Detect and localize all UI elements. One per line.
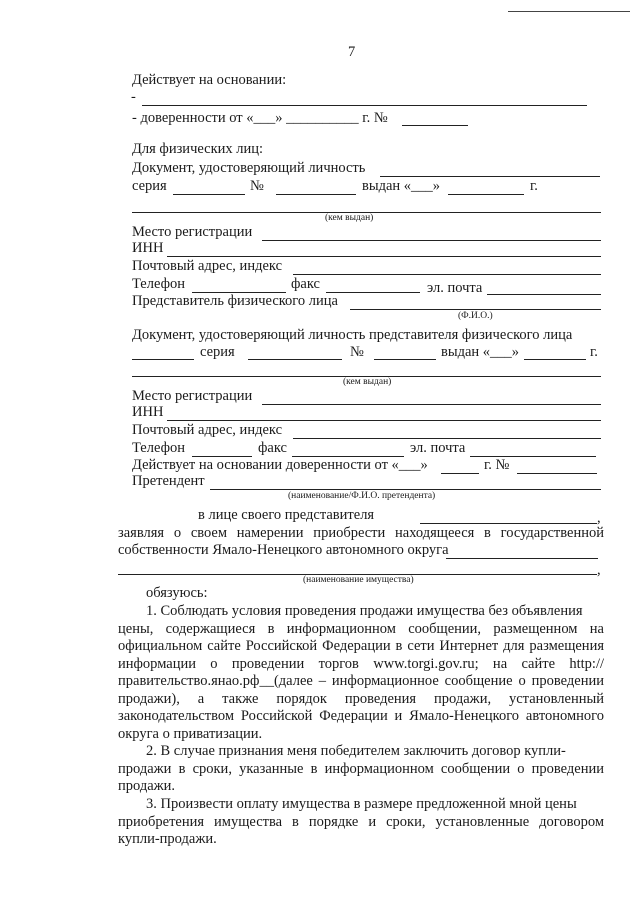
fax-label: факс [291,276,320,292]
rep-registration-label: Место регистрации [132,388,253,404]
in-person-line[interactable] [420,523,597,524]
rep-issued-by-caption: (кем выдан) [343,377,392,387]
rep-poa-year-line[interactable] [441,473,479,474]
representative-line[interactable] [350,309,601,310]
representative-label: Представитель физического лица [132,293,338,309]
applicant-label: Претендент [132,473,205,489]
postal-line[interactable] [293,274,601,275]
item-1-first-line: 1. Соблюдать условия проведения продажи имущества без объявления [146,603,583,619]
rep-issued-date-line[interactable] [524,359,586,360]
postal-label: Почтовый адрес, индекс [132,258,283,274]
rep-number-line[interactable] [374,359,436,360]
identity-doc-label: Документ, удостоверяющий личность [132,160,366,176]
rep-poa-number-line[interactable] [517,473,597,474]
rep-number-sign: № [350,344,364,360]
issued-by-caption: (кем выдан) [325,213,374,223]
series-line[interactable] [173,194,245,195]
rep-issued-label: выдан «___» [441,344,520,360]
inn-label: ИНН [132,240,164,256]
applicant-caption: (наименование/Ф.И.О. претендента) [288,491,436,501]
identity-doc-line[interactable] [380,176,600,177]
rep-pre-series-line[interactable] [132,359,194,360]
rep-inn-line[interactable] [167,420,601,421]
power-of-attorney: - доверенности от «___» __________ г. № [132,110,388,126]
rep-year-no: г. № [484,457,510,473]
basis-line[interactable] [142,105,587,106]
poa-number-line[interactable] [402,125,468,126]
rep-inn-label: ИНН [132,404,164,420]
rep-fax-label: факс [258,440,287,456]
individual-title: Для физических лиц: [132,141,264,157]
item-1 [118,603,604,743]
applicant-line[interactable] [210,489,601,490]
rep-email-label: эл. почта [410,440,466,456]
declaring-line-2: собственности Ямало-Ненецкого автономного округа [118,542,449,558]
corner-line [508,11,630,12]
issued-date-line[interactable] [448,194,524,195]
fax-line[interactable] [326,292,420,293]
property-caption: (наименование имущества) [303,575,414,585]
rep-year-label: г. [590,344,598,360]
item-3 [118,796,604,849]
obligate-label: обязуюсь: [146,585,208,601]
email-line[interactable] [487,294,601,295]
basis-title: Действует на основании: [132,72,287,88]
phone-label: Телефон [132,276,185,292]
registration-label: Место регистрации [132,224,253,240]
rep-phone-label: Телефон [132,440,185,456]
number-line[interactable] [276,194,356,195]
rep-postal-label: Почтовый адрес, индекс [132,422,283,438]
number-sign: № [250,178,264,194]
item-3-rest: приобретения имущества в порядке и сроки, установленные договором купли-продажи. [118,813,604,847]
series-label: серия [132,178,167,194]
item-2 [118,743,604,796]
registration-line[interactable] [262,240,601,241]
item-1-rest: цены, содержащиеся в информационном сообщении, размещенном на официальном сайте Российской Федерации в сети Интернет для размещения информации о проведении торгов www.torgi.gov.ru; на сайте http://правительство.янао.рф__(далее – информационное сообщение о проведении продажи), а также порядок проведения продажи, установленный законодательством Российской Федерации и Ямало-Ненецкого автономного округа о приватизации. [118,620,604,742]
basis-dash: - [131,89,136,105]
in-person-label: в лице своего представителя [198,507,375,523]
fio-caption: (Ф.И.О.) [458,311,493,321]
rep-basis-poa: Действует на основании доверенности от «___» [132,457,428,473]
rep-series-line[interactable] [248,359,342,360]
rep-postal-line[interactable] [293,438,601,439]
item-3-first-line: 3. Произвести оплату имущества в размере предложенной мной цены [146,796,577,812]
page-number: 7 [348,44,356,60]
rep-registration-line[interactable] [262,404,601,405]
declaring-line-1: заявляя о своем намерении приобрести находящееся в государственной [118,525,604,541]
email-label: эл. почта [427,280,483,296]
item-2-rest: продажи в сроки, указанные в информационном сообщении о проведении продажи. [118,760,604,794]
year-label: г. [530,178,538,194]
declaring-line[interactable] [446,558,598,559]
rep-series-label: серия [200,344,235,360]
issued-label: выдан «___» [362,178,441,194]
rep-identity-doc-label: Документ, удостоверяющий личность представителя физического лица [132,327,573,343]
in-person-comma: , [597,510,601,526]
inn-line[interactable] [167,256,601,257]
property-comma: , [597,562,601,578]
item-2-first-line: 2. В случае признания меня победителем заключить договор купли- [146,743,566,759]
